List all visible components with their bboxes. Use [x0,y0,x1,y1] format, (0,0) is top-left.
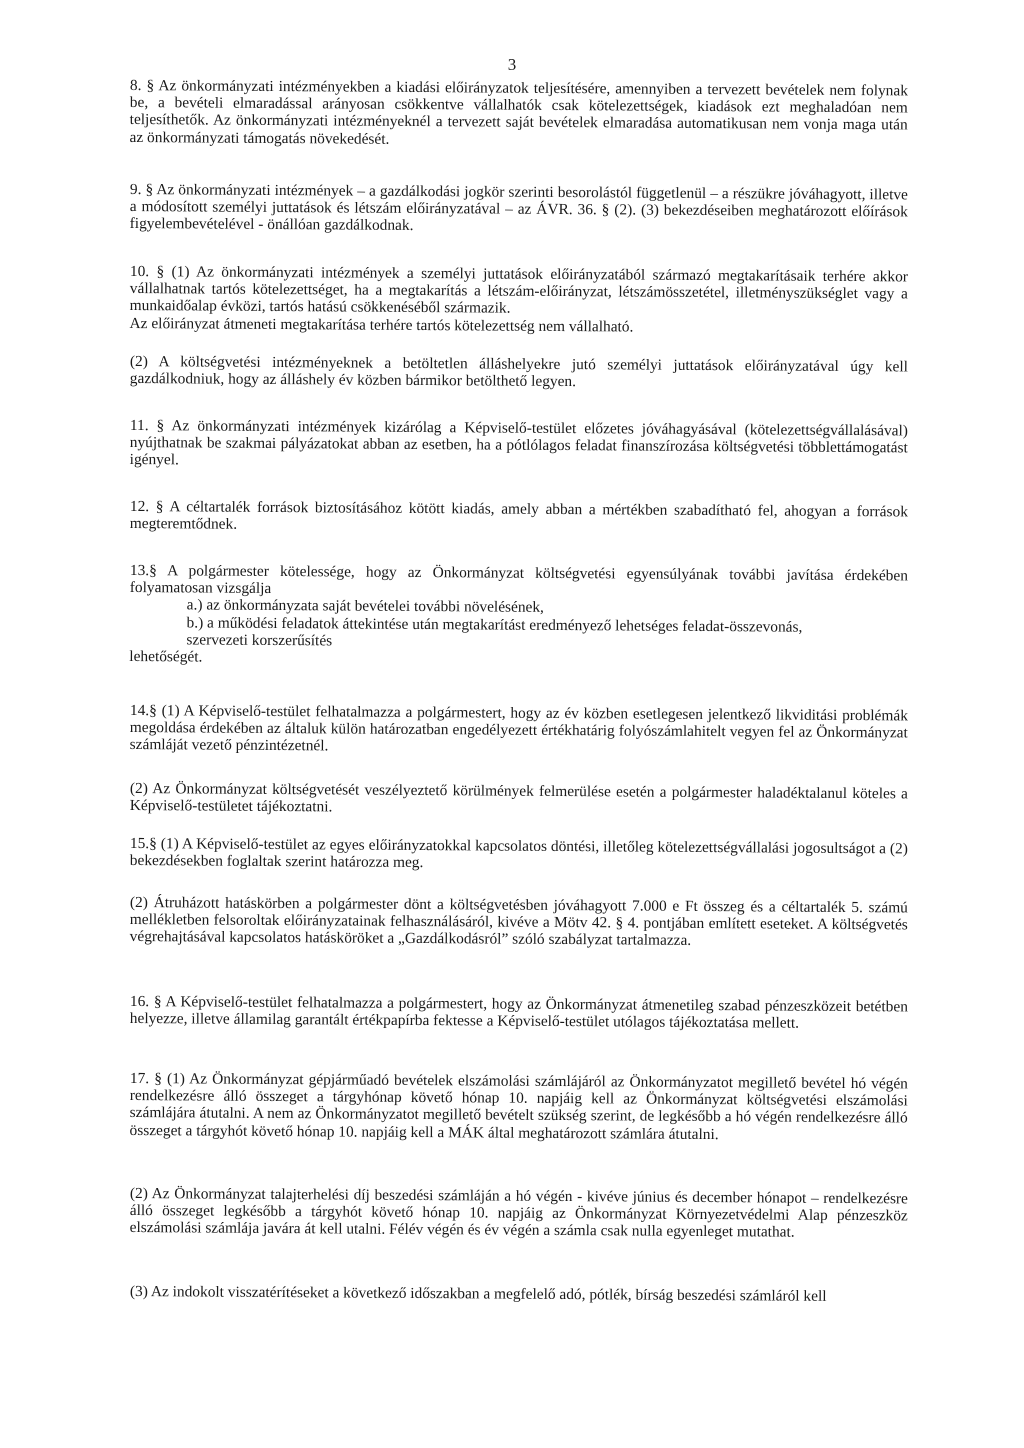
section-13-list [129,596,907,653]
section-15-2-text: (2) Átruházott hatáskörben a polgármester dönt a költségvetésben jóváhagyott 7.000 e Ft összeg és a céltartalék 5. számú mellékletben felsoroltak előirányzatainak felhasználásáról, kivéve a Mötv 42. § 4. pontjában említett eseteket. A költségvetés végrehajtásával kapcsolatos hatásköröket a „Gazdálkodásról” szóló szabályzat tartalmazza. [129,894,908,950]
section-17-3-text: (3) Az indokolt visszatérítéseket a következő időszakban a megfelelő adó, pótlék, bírság beszedési számláról kell [129,1283,827,1305]
section-16-text: 16. § A Képviselő-testület felhatalmazza a polgármestert, hogy az Önkormányzat átmenetileg szabad pénzeszközeit betétben helyezze, illetve államilag garantált értékpapírba fektesse a Képviselő-testület utólagos tájékoztatása mellett. [129,993,908,1032]
section-13 [129,562,908,671]
section-10-1-text: 10. § (1) Az önkormányzati intézmények a személyi juttatások előirányzatából származó megtakarításaik terhére akkor vállalhatnak tartós kötelezettséget, ha a megtakarítás a létszám-előirányzat, létszámösszetétel, illetményszükséglet vagy a munkaidőalap évközi, tartós hatású csökkenéséből származik. [129,263,908,318]
section-11-text: 11. § Az önkormányzati intézmények kizárólag a Képviselő-testület előzetes jóváhagyásával (kötelezettségvállalásával) nyújthatnak be szakmai pályázatokat abban az esetben, ha a pótlólagos feladat finanszírozása költségvetési többlettámogatást igényel. [129,417,908,469]
section-11 [130,417,908,474]
section-17-paragraph-2 [130,1185,908,1242]
section-14-2-text: (2) Az Önkormányzat költségvetését veszélyeztető körülmények felmerülése esetén a polgármester haladéktalanul köteles a Képviselő-testületet tájékoztatni. [129,780,908,816]
section-17-paragraph-3 [130,1283,908,1306]
section-15-1-text: 15.§ (1) A Képviselő-testület az egyes előirányzatokkal kapcsolatos döntési, illetőleg kötelezettségvállalási jogosultságot a (2) bekezdésekben foglaltak szerint határozza meg. [129,835,908,872]
section-13-item-b: b.) a működési feladatok áttekintése után megtakarítást eredményező lehetséges feladat-összevonás, [186,614,803,636]
section-15-paragraph-2 [130,894,908,951]
section-15-paragraph-1 [130,835,908,875]
section-9 [130,181,908,238]
section-17-2-text: (2) Az Önkormányzat talajterhelési díj beszedési számláján a hó végén - kivéve június és december hónapot – rendelkezésre álló összeget legkésőbb a tárgyhót követő hónap 10. napjáig az Önkormányzat Környezetvédelmi Alap pénzeszköz elszámolási számlája javára át kell utalni. Félév végén és év végén a számla csak nulla egyenleget mutathat. [129,1185,908,1242]
section-14-paragraph-2 [130,780,908,820]
section-13-intro: 13.§ A polgármester kötelessége, hogy az Önkormányzat költségvetési egyensúlyának további javítása érdekében folyamatosan vizsgálja [129,562,908,598]
section-14-paragraph-1 [130,702,908,759]
section-9-text: 9. § Az önkormányzati intézmények – a gazdálkodási jogkör szerinti besorolástól függetlenül – a részükre jóváhagyott, illetve a módosított személyi juttatások és létszám előirányzatával – az ÁVR. 36. § (2). (3) bekezdéseiben meghatározott előírások figyelembevételével - önállóan gazdálkodnak. [129,181,908,235]
section-8-text: 8. § Az önkormányzati intézményekben a kiadási előirányzatok teljesítésére, amennyiben a tervezett bevételek nem folynak be, a bevételi elmaradással arányosan csökkentve vállalhatók csak kötelezettségek, kiadások ezt meghaladóan nem teljesíthetők. Az önkormányzati intézményeknél a tervezett saját bevételek elmaradása automatikusan nem vonja maga után az önkormányzati támogatás növekedését. [129,77,908,148]
section-10-1-note: Az előirányzat átmeneti megtakarítása terhére tartós kötelezettség nem vállalható. [129,314,634,336]
page-number: 3 [507,55,517,74]
section-16 [130,993,908,1033]
section-12 [130,498,908,538]
section-10-paragraph-1 [130,263,908,337]
section-17-paragraph-1 [130,1070,908,1144]
section-13-item-b-continuation: szervezeti korszerűsítés [186,631,333,650]
section-10-paragraph-2 [130,353,908,393]
section-8 [130,77,908,151]
section-13-item-a: a.) az önkormányzata saját bevételei további növelésének, [186,596,544,617]
section-12-text: 12. § A céltartalék források biztosításához kötött kiadás, amely abban a mértékben szabadítható fel, ahogyan a források megteremtődnek. [129,498,908,533]
section-10-2-text: (2) A költségvetési intézményeknek a betöltetlen álláshelyekre jutó személyi juttatások előirányzatával úgy kell gazdálkodniuk, hogy az álláshely év közben bármikor betölthető legyen. [129,353,908,391]
section-14-1-text: 14.§ (1) A Képviselő-testület felhatalmazza a polgármestert, hogy az év közben esetlegesen jelentkező likviditási problémák megoldása érdekében az általuk külön határozatban engedélyezett értékhatárig folyószámlahitelt vegyen fel az Önkormányzat számláját vezető pénzintézetnél. [129,702,908,755]
section-17-1-text: 17. § (1) Az Önkormányzat gépjárműadó bevételek elszámolási számlájáról az Önkormányzatot megillető bevétel hó végén rendelkezésre álló összeget a tárgyhónap követő hónap 10. napjáig kell az Önkormányzat költségvetési elszámolási számlájára átutalni. A nem az Önkormányzatot megillető bevételt szükség szerint, de legkésőbb a hó végén rendelkezésre álló összeget a tárgyhót követő hónap 10. napjáig kell a MÁK által meghatározott számlára átutalni. [129,1070,908,1143]
section-13-end: lehetőségét. [129,648,203,666]
